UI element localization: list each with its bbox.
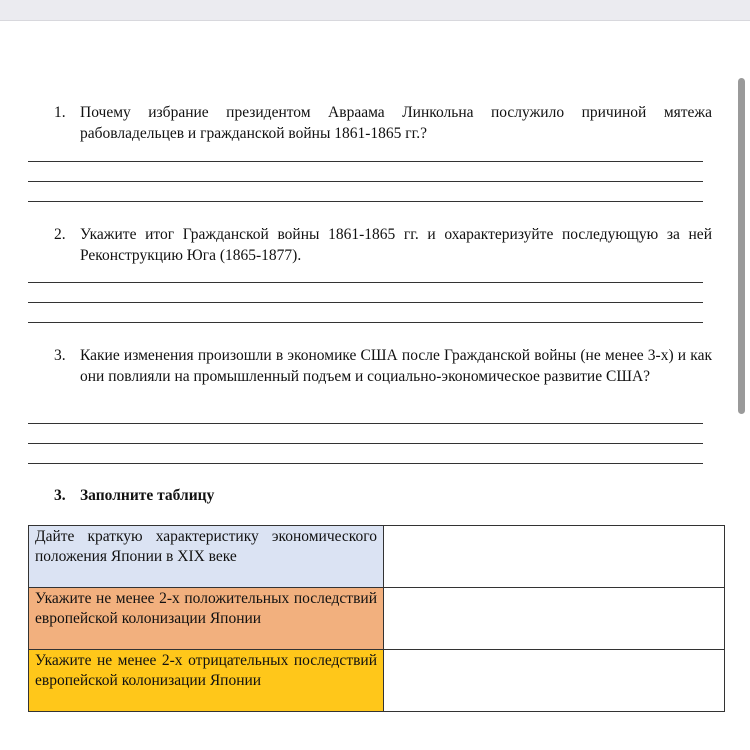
- answer-line[interactable]: [28, 161, 703, 162]
- top-toolbar: [0, 0, 750, 21]
- answer-cell[interactable]: [384, 526, 725, 588]
- answer-cell[interactable]: [384, 588, 725, 650]
- prompt-cell: Укажите не менее 2-х отрицательных последствий европейской колонизации Японии: [29, 650, 384, 712]
- answer-line[interactable]: [28, 463, 703, 464]
- question-text: Почему избрание президентом Авраама Линкольна послужило причиной мятежа рабовладельцев и гражданской войны 1861-1865 гг.?: [80, 104, 712, 142]
- question-2: [54, 225, 712, 266]
- answer-cell[interactable]: [384, 650, 725, 712]
- vertical-scrollbar[interactable]: [738, 78, 745, 414]
- table-task-heading: [54, 486, 214, 506]
- question-number: 2.: [54, 226, 66, 243]
- table-row: [29, 650, 725, 712]
- prompt-cell: Дайте краткую характеристику экономического положения Японии в XIX веке: [29, 526, 384, 588]
- prompt-cell: Укажите не менее 2-х положительных последствий европейской колонизации Японии: [29, 588, 384, 650]
- question-1: [54, 103, 712, 144]
- question-text: Укажите итог Гражданской войны 1861-1865 гг. и охарактеризуйте последующую за ней Реконструкцию Юга (1865-1877).: [80, 226, 712, 264]
- table-row: [29, 588, 725, 650]
- answer-line[interactable]: [28, 201, 703, 202]
- answer-line[interactable]: [28, 181, 703, 182]
- question-text: Какие изменения произошли в экономике США после Гражданской войны (не менее 3-х) и как они повлияли на промышленный подъем и социально-экономическое развитие США?: [80, 347, 712, 385]
- answer-line[interactable]: [28, 322, 703, 323]
- table-row: [29, 526, 725, 588]
- task-number: 3.: [54, 487, 66, 504]
- question-number: 1.: [54, 104, 66, 121]
- answer-line[interactable]: [28, 443, 703, 444]
- question-3: [54, 346, 712, 387]
- answer-line[interactable]: [28, 302, 703, 303]
- task-title: Заполните таблицу: [80, 487, 215, 504]
- question-number: 3.: [54, 347, 66, 364]
- answer-line[interactable]: [28, 282, 703, 283]
- answer-line[interactable]: [28, 423, 703, 424]
- japan-table: [28, 525, 725, 712]
